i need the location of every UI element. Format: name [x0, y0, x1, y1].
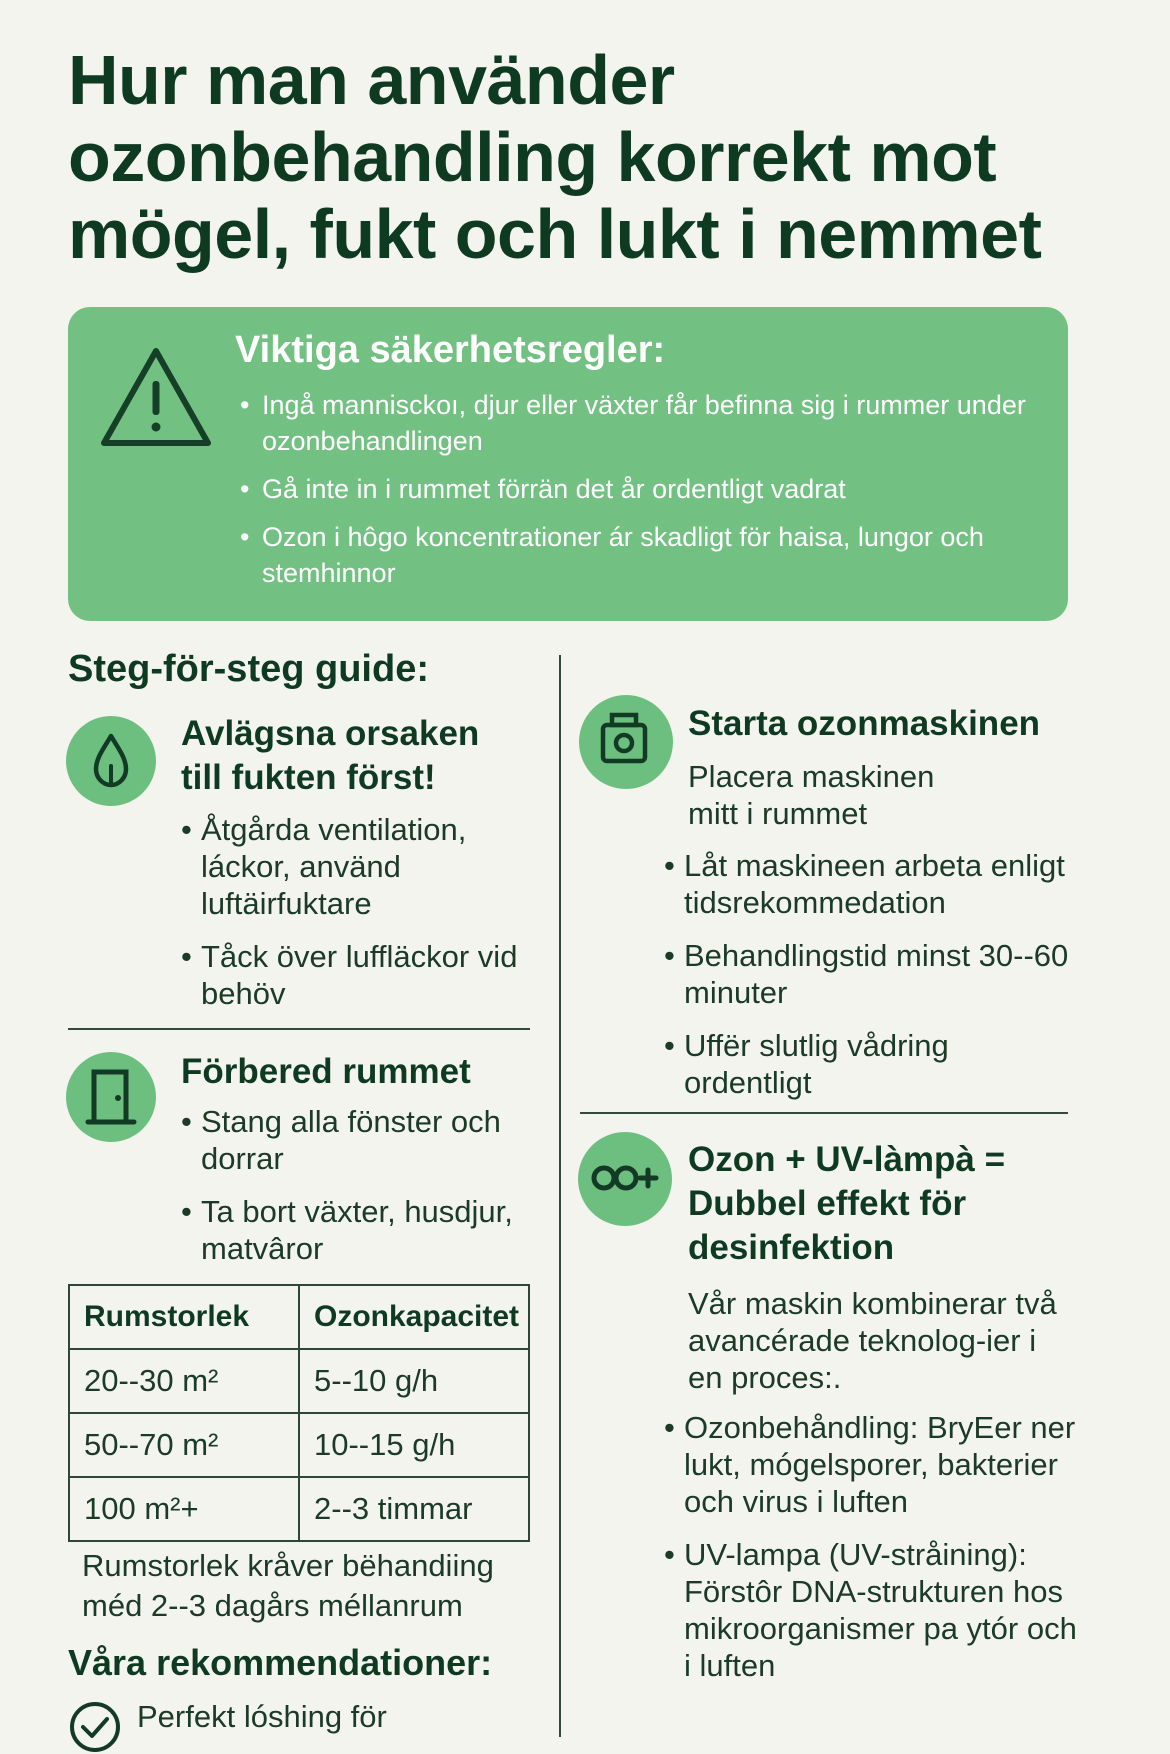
section-divider: [68, 1028, 530, 1030]
step-3-list: [664, 847, 1084, 1117]
table-header-cell: Rumstorlek: [69, 1285, 299, 1349]
water-drop-icon: [66, 716, 156, 806]
warning-triangle-icon: [96, 343, 216, 455]
safety-heading: Viktiga säkerhetsregler:: [235, 329, 666, 371]
step-4-title-line-2: Dubbel effekt för: [688, 1184, 967, 1223]
table-cell: 2--3 timmar: [299, 1477, 529, 1541]
step-4-title: [688, 1138, 1068, 1270]
safety-list: [240, 387, 1060, 603]
step-4-title-line-1: Ozon + UV-làmpà =: [688, 1140, 1006, 1179]
recommendations-heading: Våra rekommendationer:: [68, 1642, 493, 1683]
door-icon: [66, 1052, 156, 1142]
step-4-title-line-3: desinfektion: [688, 1228, 895, 1267]
step-1-item: • Tåck över luffläckor vid behöv: [181, 938, 521, 1012]
step-3-item: • Låt maskineen arbeta enligt tidsrekommedation: [664, 847, 1084, 921]
table-cell: 10--15 g/h: [299, 1413, 529, 1477]
table-cell: 50--70 m²: [69, 1413, 299, 1477]
table-header-cell: Ozonkapacitet: [299, 1285, 529, 1349]
recommendation-item: Perfekt lóshing för: [137, 1699, 387, 1734]
step-2-item: • Ta bort växter, husdjur, matvâror: [181, 1193, 521, 1267]
room-size-table: [68, 1284, 530, 1542]
table-cell: 5--10 g/h: [299, 1349, 529, 1413]
section-divider: [580, 1112, 1068, 1114]
step-3-intro-line-1: Placera maskinen: [688, 759, 935, 794]
step-1-item: • Åtgårda ventilation, láckor, använd luftäirfuktare: [181, 811, 521, 922]
table-header-row: [69, 1285, 529, 1349]
step-2-icon-badge: [66, 1052, 156, 1142]
step-2-item: • Stang alla fönster och dorrar: [181, 1103, 521, 1177]
page-title-line-1: Hur man använder: [68, 41, 675, 119]
page-title-line-2: ozonbehandling korrekt mot: [68, 118, 997, 196]
step-2-title: Förbered rummet: [181, 1052, 471, 1091]
column-divider: [559, 655, 561, 1737]
step-4-list: [664, 1409, 1084, 1700]
page-title: [68, 42, 1108, 273]
step-3-item: • Behandlingstid minst 30--60 minuter: [664, 937, 1084, 1011]
table-row: [69, 1349, 529, 1413]
step-1-list: [181, 811, 521, 1028]
step-2-list: [181, 1103, 521, 1283]
step-4-icon-badge: [578, 1132, 672, 1226]
safety-item: • Ozon i hôgo koncentrationer ár skadligt för haisa, lungor och stemhinnor: [240, 519, 1060, 591]
step-1-icon-badge: [66, 716, 156, 806]
safety-item: • Gå inte in i rummet förrän det år ordentligt vadrat: [240, 471, 1060, 507]
treatment-note: Rumstorlek kråver bëhandiing méd 2--3 dagårs méllanrum: [82, 1548, 494, 1623]
safety-warning-box: [68, 307, 1068, 621]
page-title-line-3: mögel, fukt och lukt i nemmet: [68, 195, 1042, 273]
table-row: [69, 1413, 529, 1477]
step-1-title-line-2: till fukten först!: [181, 758, 436, 797]
ozone-uv-icon: [578, 1132, 668, 1222]
step-4-intro: Vår maskin kombinerar två avancérade teknolog-ier i en proces:.: [688, 1286, 1057, 1395]
step-4-item: • UV-lampa (UV-stråining): Förstôr DNA-strukturen hos mikroorganismer pa ytór och i luften: [664, 1536, 1084, 1684]
step-3-title: Starta ozonmaskinen: [688, 704, 1041, 743]
table-cell: 100 m²+: [69, 1477, 299, 1541]
step-3-intro-line-2: mitt i rummet: [688, 796, 868, 831]
ozone-machine-icon: [579, 695, 669, 785]
table-row: [69, 1477, 529, 1541]
step-3-item: • Uffër slutlig vådring ordentligt: [664, 1027, 1084, 1101]
step-3-intro: [688, 758, 1088, 832]
table-cell: 20--30 m²: [69, 1349, 299, 1413]
step-3-icon-badge: [579, 695, 673, 789]
check-circle-icon: [68, 1700, 122, 1754]
step-4-item: • Ozonbehåndling: BryEer ner lukt, mógelsporer, bakterier och virus i luften: [664, 1409, 1084, 1520]
safety-item: • Ingå mannisckoı, djur eller växter får befinna sig i rummer under ozonbehandlingen: [240, 387, 1060, 459]
step-1-title: [181, 712, 479, 800]
guide-heading: Steg-för-steg guide:: [68, 648, 429, 690]
step-1-title-line-1: Avlägsna orsaken: [181, 714, 480, 753]
